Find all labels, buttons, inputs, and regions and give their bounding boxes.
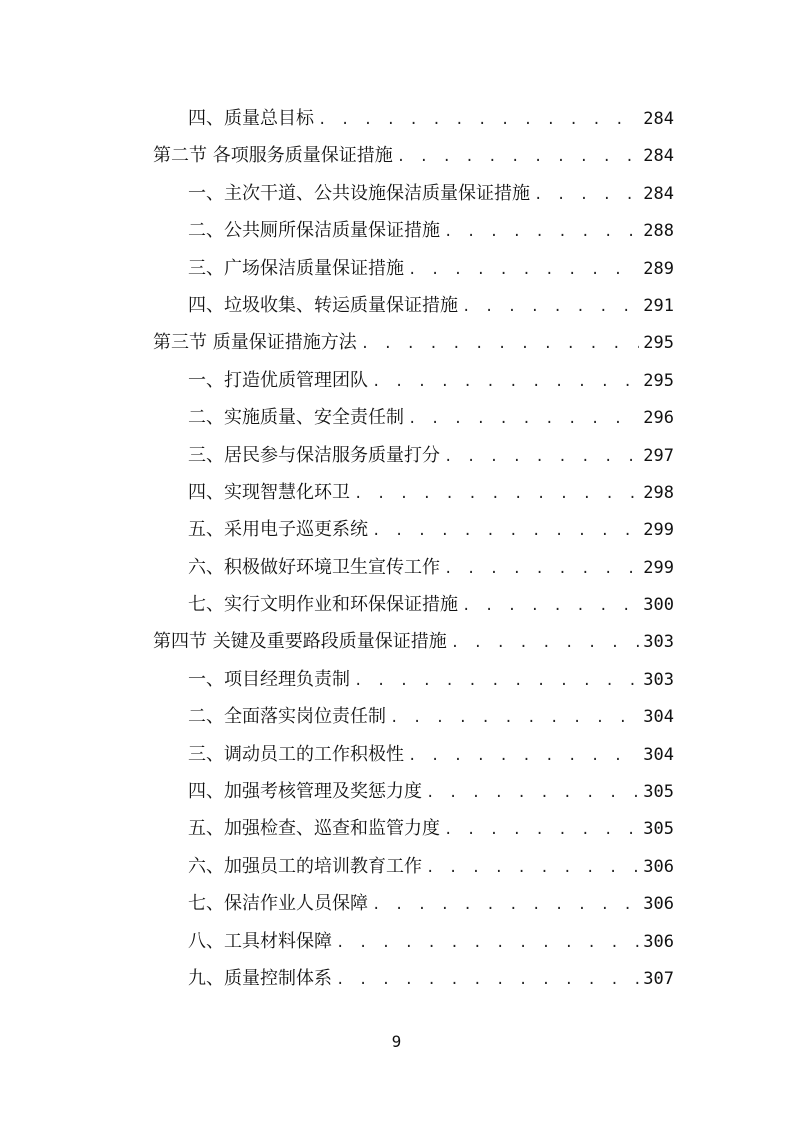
toc-entry-label: 四、加强考核管理及奖惩力度	[188, 781, 422, 803]
toc-dot-leader	[361, 326, 640, 363]
toc-entry[interactable]	[153, 848, 674, 885]
toc-entry[interactable]	[153, 511, 674, 548]
toc-entry[interactable]	[153, 736, 674, 773]
toc-dot-leader	[451, 625, 640, 662]
toc-dot-leader	[318, 102, 639, 139]
toc-entry[interactable]	[153, 923, 674, 960]
toc-entry-page: 306	[643, 856, 674, 877]
toc-entry-page: 288	[643, 221, 674, 242]
toc-entry-page: 291	[643, 295, 674, 316]
toc-entry-label: 九、质量控制体系	[188, 967, 332, 989]
toc-entry[interactable]	[153, 960, 674, 997]
toc-dot-leader	[426, 850, 639, 887]
toc-entry-label: 三、居民参与保洁服务质量打分	[188, 444, 440, 466]
toc-entry-page: 289	[643, 258, 674, 279]
toc-entry[interactable]	[153, 212, 674, 249]
toc-section-entry[interactable]	[153, 623, 674, 660]
toc-entry-label: 四、质量总目标	[188, 108, 314, 129]
toc-entry-page: 296	[643, 408, 674, 429]
toc-dot-leader	[444, 439, 639, 476]
toc-dot-leader	[444, 812, 639, 849]
toc-entry[interactable]	[153, 474, 674, 511]
toc-entry-page: 295	[643, 333, 674, 354]
toc-entry-label: 八、工具材料保障	[188, 930, 332, 952]
toc-entry-page: 303	[643, 669, 674, 690]
toc-dot-leader	[336, 962, 639, 999]
toc-entry-label: 一、打造优质管理团队	[188, 369, 368, 391]
toc-dot-leader	[397, 139, 640, 176]
toc-entry-page: 284	[643, 183, 674, 204]
toc-dot-leader	[444, 551, 639, 588]
toc-entry-page: 300	[643, 595, 674, 616]
toc-entry-label: 四、实现智慧化环卫	[188, 481, 350, 503]
toc-entry-page: 306	[643, 894, 674, 915]
toc-dot-leader	[408, 738, 639, 775]
toc-entry-label: 七、实行文明作业和环保保证措施	[188, 594, 458, 616]
toc-entry-page: 303	[643, 632, 674, 653]
toc-entry-label: 五、加强检查、巡查和监管力度	[188, 818, 440, 840]
toc-entry-page: 297	[643, 445, 674, 466]
toc-entry-page: 304	[643, 744, 674, 765]
toc-entry-label: 一、主次干道、公共设施保洁质量保证措施	[188, 182, 530, 204]
toc-dot-leader	[372, 513, 639, 550]
page-number: 9	[391, 1032, 402, 1051]
toc-entry-label: 四、垃圾收集、转运质量保证措施	[188, 294, 458, 316]
toc-entry[interactable]	[153, 287, 674, 324]
toc-entry-page: 298	[643, 482, 674, 503]
toc-section-entry[interactable]	[153, 324, 674, 361]
toc-entry-page: 284	[643, 109, 674, 129]
toc-entry-page: 299	[643, 520, 674, 541]
toc-entry-page: 299	[643, 557, 674, 578]
toc-entry-label: 六、加强员工的培训教育工作	[188, 855, 422, 877]
toc-entry-label: 第三节 质量保证措施方法	[153, 332, 357, 354]
toc-dot-leader	[390, 700, 639, 737]
toc-dot-leader	[372, 887, 639, 924]
toc-entry[interactable]	[153, 586, 674, 623]
toc-entry-label: 二、公共厕所保洁质量保证措施	[188, 220, 440, 242]
toc-dot-leader	[354, 663, 639, 700]
toc-dot-leader	[462, 588, 639, 625]
toc-entry-label: 第四节 关键及重要路段质量保证措施	[153, 631, 447, 653]
toc-entry-label: 六、积极做好环境卫生宣传工作	[188, 556, 440, 578]
toc-dot-leader	[408, 252, 639, 289]
toc-entry-page: 305	[643, 782, 674, 803]
toc-entry-label: 三、广场保洁质量保证措施	[188, 257, 404, 279]
toc-entry-page: 305	[643, 819, 674, 840]
toc-entry-label: 一、项目经理负责制	[188, 668, 350, 690]
toc-entry[interactable]	[153, 885, 674, 922]
toc-dot-leader	[534, 177, 639, 214]
table-of-contents	[153, 100, 674, 997]
toc-entry-page: 306	[643, 931, 674, 952]
toc-entry[interactable]	[153, 399, 674, 436]
toc-entry-page: 307	[643, 968, 674, 989]
toc-dot-leader	[354, 476, 639, 513]
toc-dot-leader	[444, 214, 639, 251]
toc-dot-leader	[336, 925, 639, 962]
toc-entry-label: 七、保洁作业人员保障	[188, 893, 368, 915]
toc-entry-label: 二、全面落实岗位责任制	[188, 706, 386, 728]
toc-entry[interactable]	[153, 250, 674, 287]
toc-entry[interactable]	[153, 100, 674, 137]
toc-entry[interactable]	[153, 698, 674, 735]
toc-dot-leader	[408, 401, 639, 438]
toc-entry-label: 五、采用电子巡更系统	[188, 519, 368, 541]
toc-entry[interactable]	[153, 661, 674, 698]
toc-entry-page: 284	[643, 146, 674, 167]
toc-entry[interactable]	[153, 362, 674, 399]
toc-section-entry[interactable]	[153, 137, 674, 174]
toc-entry-page: 295	[643, 370, 674, 391]
toc-entry[interactable]	[153, 810, 674, 847]
toc-entry-page: 304	[643, 707, 674, 728]
toc-dot-leader	[372, 364, 639, 401]
toc-entry-label: 第二节 各项服务质量保证措施	[153, 145, 393, 167]
toc-entry[interactable]	[153, 549, 674, 586]
toc-entry[interactable]	[153, 175, 674, 212]
toc-dot-leader	[462, 289, 639, 326]
toc-dot-leader	[426, 775, 639, 812]
toc-entry[interactable]	[153, 437, 674, 474]
toc-entry[interactable]	[153, 773, 674, 810]
toc-entry-label: 三、调动员工的工作积极性	[188, 743, 404, 765]
toc-entry-label: 二、实施质量、安全责任制	[188, 407, 404, 429]
